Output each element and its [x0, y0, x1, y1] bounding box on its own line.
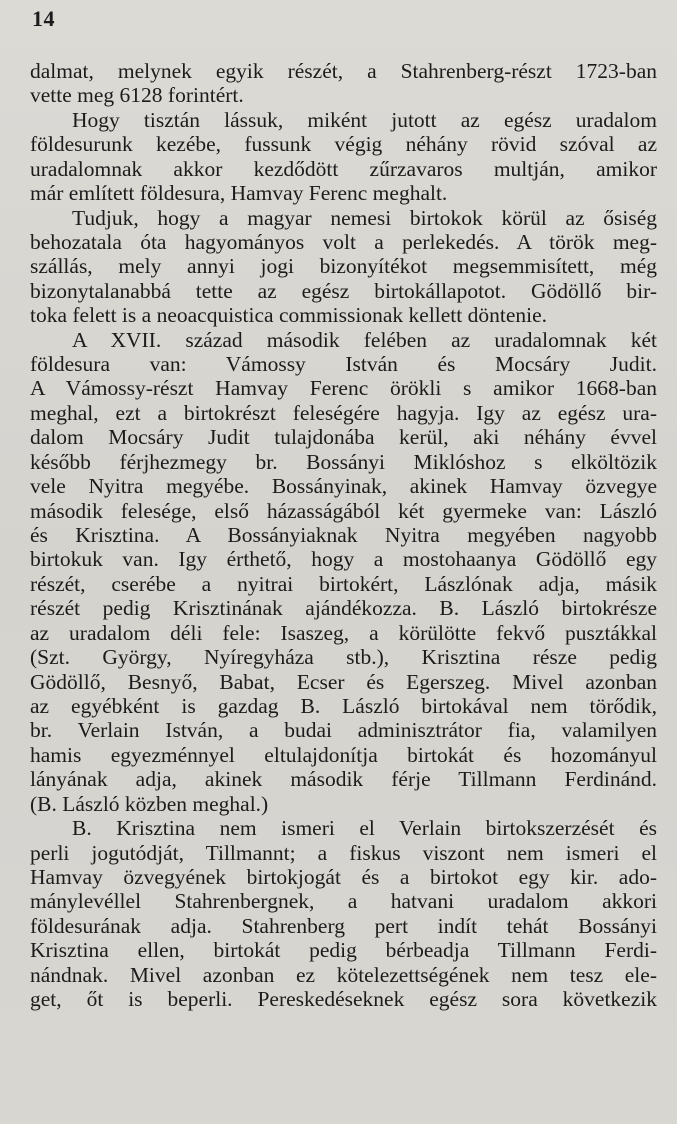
text-line: hamis egyezménnyel eltulajdonítja birtokát és hozományul	[30, 742, 657, 767]
text-line: dalmat, melynek egyik részét, a Stahrenberg-részt 1723-ban	[30, 59, 657, 83]
text-line: Hamvay özvegyének birtokjogát és a birtokot egy kir. ado-	[30, 864, 657, 889]
text-line: (Szt. György, Nyíregyháza stb.), Krisztina része pedig	[30, 645, 657, 670]
text-line: az uradalom déli fele: Isaszeg, a körülötte fekvő pusztákkal	[30, 620, 657, 645]
text-line: földesura van: Vámossy István és Mocsáry Judit.	[30, 352, 657, 377]
text-line: vele Nyitra megyébe. Bossányinak, akinek Hamvay özvegye	[30, 474, 657, 499]
text-line: Tudjuk, hogy a magyar nemesi birtokok körül az ősiség	[72, 205, 657, 230]
text-line: már említett földesura, Hamvay Ferenc meghalt.	[30, 181, 448, 206]
text-line: dalom Mocsáry Judit tulajdonába kerül, aki néhány évvel	[30, 425, 657, 450]
text-line: az egyébként is gazdag B. László birtokával nem törődik,	[30, 693, 657, 718]
text-line: (B. László közben meghal.)	[30, 791, 269, 816]
text-line: földesurának adja. Stahrenberg pert indít tehát Bossányi	[30, 913, 657, 938]
text-line: br. Verlain István, a budai adminisztrátor fia, valamilyen	[30, 718, 657, 743]
text-line: földesurunk kezébe, fussunk végig néhány rövid szóval az	[30, 132, 657, 157]
text-line: uradalomnak akkor kezdődött zűrzavaros multján, amikor	[30, 156, 657, 181]
text-line: és Krisztina. A Bossányiaknak Nyitra megyében nagyobb	[30, 523, 657, 548]
text-line: A Vámossy-részt Hamvay Ferenc örökli s amikor 1668-ban	[30, 376, 657, 401]
text-line: A XVII. század második felében az uradalomnak két	[72, 327, 657, 352]
text-line: get, őt is beperli. Pereskedéseknek egész sora következik	[30, 987, 657, 1012]
text-line: behozatala óta hagyományos volt a perlekedés. A török meg-	[30, 229, 657, 254]
text-line: bizonytalanabbá tette az egész birtokállapotot. Gödöllő bir-	[30, 278, 657, 303]
text-line: toka felett is a neoacquistica commissionak kellett döntenie.	[30, 303, 548, 328]
text-line: Gödöllő, Besnyő, Babat, Ecser és Egerszeg. Mivel azonban	[30, 669, 657, 694]
text-line: lányának adja, akinek második férje Tillmann Ferdinánd.	[30, 767, 657, 792]
body-text	[30, 59, 657, 1011]
text-line: B. Krisztina nem ismeri el Verlain birtokszerzését és	[72, 816, 657, 841]
text-line: meghal, ezt a birtokrészt feleségére hagyja. Igy az egész ura-	[30, 400, 657, 425]
text-line: Hogy tisztán lássuk, miként jutott az egész uradalom	[72, 107, 657, 132]
text-line: perli jogutódját, Tillmannt; a fiskus viszont nem ismeri el	[30, 840, 657, 865]
text-line: birtokuk van. Igy érthető, hogy a mostohaanya Gödöllő egy	[30, 547, 657, 572]
text-line: vette meg 6128 forintért.	[30, 83, 244, 108]
page-number: 14	[32, 6, 55, 31]
text-line: mánylevéllel Stahrenbergnek, a hatvani uradalom akkori	[30, 889, 657, 914]
text-line: második felesége, első házasságából két gyermeke van: László	[30, 498, 657, 523]
text-line: szállás, mely annyi jogi bizonyítékot megsemmisített, még	[30, 254, 657, 279]
text-line: nándnak. Mivel azonban ez kötelezettségének nem tesz ele-	[30, 962, 657, 987]
text-line: Krisztina ellen, birtokát pedig bérbeadja Tillmann Ferdi-	[30, 938, 657, 963]
text-line: részét pedig Krisztinának ajándékozza. B. László birtokrésze	[30, 596, 657, 621]
text-line: részét, cserébe a nyitrai birtokért, Lászlónak adja, másik	[30, 571, 657, 596]
text-line: később férjhezmegy br. Bossányi Miklóshoz s elköltözik	[30, 449, 657, 474]
